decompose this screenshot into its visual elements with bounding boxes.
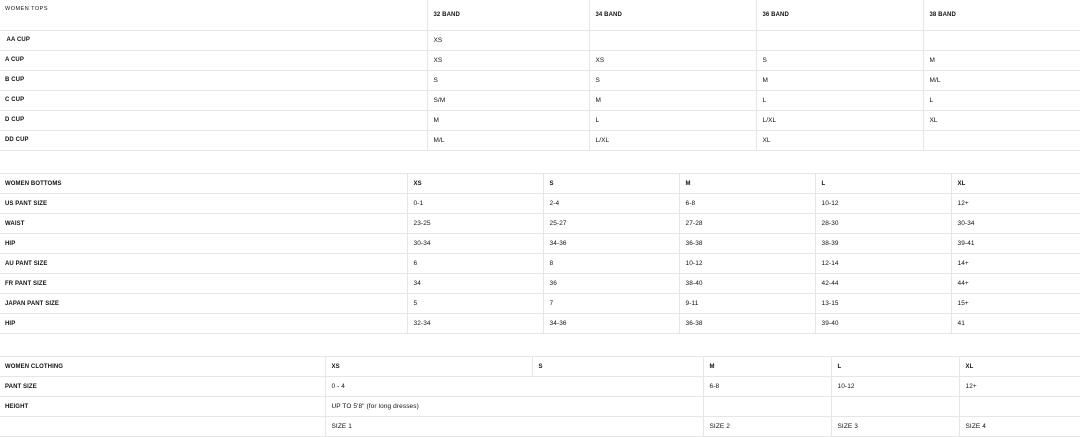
table-cell: 36-38 — [679, 314, 815, 334]
row-label: HIP — [0, 314, 407, 334]
table-cell: L/XL — [756, 110, 923, 130]
row-label: D CUP — [0, 110, 427, 130]
column-header: L — [831, 357, 959, 377]
table-cell: M/L — [923, 70, 1080, 90]
table-cell: 39-41 — [951, 234, 1080, 254]
table-title: WOMEN CLOTHING — [0, 357, 325, 377]
row-label: WAIST — [0, 214, 407, 234]
table-cell: SIZE 2 — [703, 417, 831, 437]
table-cell: M/L — [427, 130, 589, 150]
column-header: S — [543, 174, 679, 194]
table-row — [0, 30, 1080, 50]
table-cell — [703, 397, 831, 417]
table-cell: S — [756, 50, 923, 70]
table-cell — [831, 397, 959, 417]
table-cell — [959, 397, 1080, 417]
table-row — [0, 274, 1080, 294]
row-label: A CUP — [0, 50, 427, 70]
table-cell: 36-38 — [679, 234, 815, 254]
table-cell: 36 — [543, 274, 679, 294]
table-cell — [923, 30, 1080, 50]
table-row — [0, 50, 1080, 70]
row-label: DD CUP — [0, 130, 427, 150]
table-cell: 25-27 — [543, 214, 679, 234]
table-header-row — [0, 174, 1080, 194]
row-label: B CUP — [0, 70, 427, 90]
column-header: 32 BAND — [427, 0, 589, 30]
row-label: C CUP — [0, 90, 427, 110]
table-cell: 27-28 — [679, 214, 815, 234]
table-cell: XS — [427, 30, 589, 50]
table-cell — [756, 30, 923, 50]
table-cell — [923, 130, 1080, 150]
table-cell: M — [923, 50, 1080, 70]
column-header: XS — [325, 357, 532, 377]
column-header: L — [815, 174, 951, 194]
table-cell: XL — [756, 130, 923, 150]
column-header: XS — [407, 174, 543, 194]
table-row — [0, 90, 1080, 110]
table-cell: 9-11 — [679, 294, 815, 314]
table-cell: 32-34 — [407, 314, 543, 334]
table-header-row — [0, 0, 1080, 30]
women-bottoms-table — [0, 173, 1080, 334]
table-cell: 7 — [543, 294, 679, 314]
row-label: HIP — [0, 234, 407, 254]
table-cell: XS — [589, 50, 756, 70]
table-cell: SIZE 4 — [959, 417, 1080, 437]
column-header: XL — [951, 174, 1080, 194]
table-cell: 38-39 — [815, 234, 951, 254]
table-row — [0, 214, 1080, 234]
table-cell: 10-12 — [815, 194, 951, 214]
table-cell: 6 — [407, 254, 543, 274]
column-header: XL — [959, 357, 1080, 377]
table-title: WOMEN TOPS — [0, 0, 427, 30]
column-header: 38 BAND — [923, 0, 1080, 30]
table-cell: XS — [427, 50, 589, 70]
table-cell: 23-25 — [407, 214, 543, 234]
table-row — [0, 377, 1080, 397]
table-row — [0, 194, 1080, 214]
table-cell: 41 — [951, 314, 1080, 334]
table-cell: M — [589, 90, 756, 110]
table-cell: 6-8 — [679, 194, 815, 214]
row-label: JAPAN PANT SIZE — [0, 294, 407, 314]
table-cell: M — [427, 110, 589, 130]
column-header: M — [679, 174, 815, 194]
table-row — [0, 234, 1080, 254]
row-label: US PANT SIZE — [0, 194, 407, 214]
row-label: PANT SIZE — [0, 377, 325, 397]
column-header: S — [532, 357, 703, 377]
table-row — [0, 130, 1080, 150]
table-cell: 15+ — [951, 294, 1080, 314]
table-cell: 44+ — [951, 274, 1080, 294]
table-cell: 39-40 — [815, 314, 951, 334]
table-cell: 38-40 — [679, 274, 815, 294]
table-cell: 42-44 — [815, 274, 951, 294]
table-cell: 10-12 — [679, 254, 815, 274]
table-cell: 34-36 — [543, 314, 679, 334]
table-cell: 30-34 — [951, 214, 1080, 234]
table-cell: 0-1 — [407, 194, 543, 214]
table-cell: 34-36 — [543, 234, 679, 254]
table-header-row — [0, 357, 1080, 377]
table-cell: S — [427, 70, 589, 90]
table-cell: L — [589, 110, 756, 130]
row-label — [0, 417, 325, 437]
table-row — [0, 314, 1080, 334]
table-row — [0, 397, 1080, 417]
table-cell: 10-12 — [831, 377, 959, 397]
column-header: 36 BAND — [756, 0, 923, 30]
table-cell — [589, 30, 756, 50]
column-header: 34 BAND — [589, 0, 756, 30]
row-label: HEIGHT — [0, 397, 325, 417]
women-tops-table — [0, 0, 1080, 151]
table-row — [0, 294, 1080, 314]
column-header: M — [703, 357, 831, 377]
row-label: AA CUP — [0, 30, 427, 50]
table-cell: 5 — [407, 294, 543, 314]
table-title: WOMEN BOTTOMS — [0, 174, 407, 194]
table-cell: 12-14 — [815, 254, 951, 274]
table-cell: 0 - 4 — [325, 377, 703, 397]
table-cell: 34 — [407, 274, 543, 294]
table-cell: 30-34 — [407, 234, 543, 254]
table-cell: 14+ — [951, 254, 1080, 274]
table-cell: 2-4 — [543, 194, 679, 214]
table-cell: 12+ — [959, 377, 1080, 397]
table-cell: L — [756, 90, 923, 110]
table-cell: L — [923, 90, 1080, 110]
table-cell: L/XL — [589, 130, 756, 150]
table-cell: XL — [923, 110, 1080, 130]
table-row — [0, 254, 1080, 274]
table-cell: S/M — [427, 90, 589, 110]
table-cell: 28-30 — [815, 214, 951, 234]
table-row — [0, 417, 1080, 437]
table-cell: 6-8 — [703, 377, 831, 397]
table-cell: 8 — [543, 254, 679, 274]
table-row — [0, 70, 1080, 90]
table-cell: SIZE 3 — [831, 417, 959, 437]
women-clothing-table — [0, 356, 1080, 437]
table-cell: S — [589, 70, 756, 90]
table-row — [0, 110, 1080, 130]
table-cell: M — [756, 70, 923, 90]
table-cell: 12+ — [951, 194, 1080, 214]
row-label: FR PANT SIZE — [0, 274, 407, 294]
table-cell: 13-15 — [815, 294, 951, 314]
table-cell: UP TO 5'8" (for long dresses) — [325, 397, 703, 417]
table-cell: SIZE 1 — [325, 417, 703, 437]
row-label: AU PANT SIZE — [0, 254, 407, 274]
